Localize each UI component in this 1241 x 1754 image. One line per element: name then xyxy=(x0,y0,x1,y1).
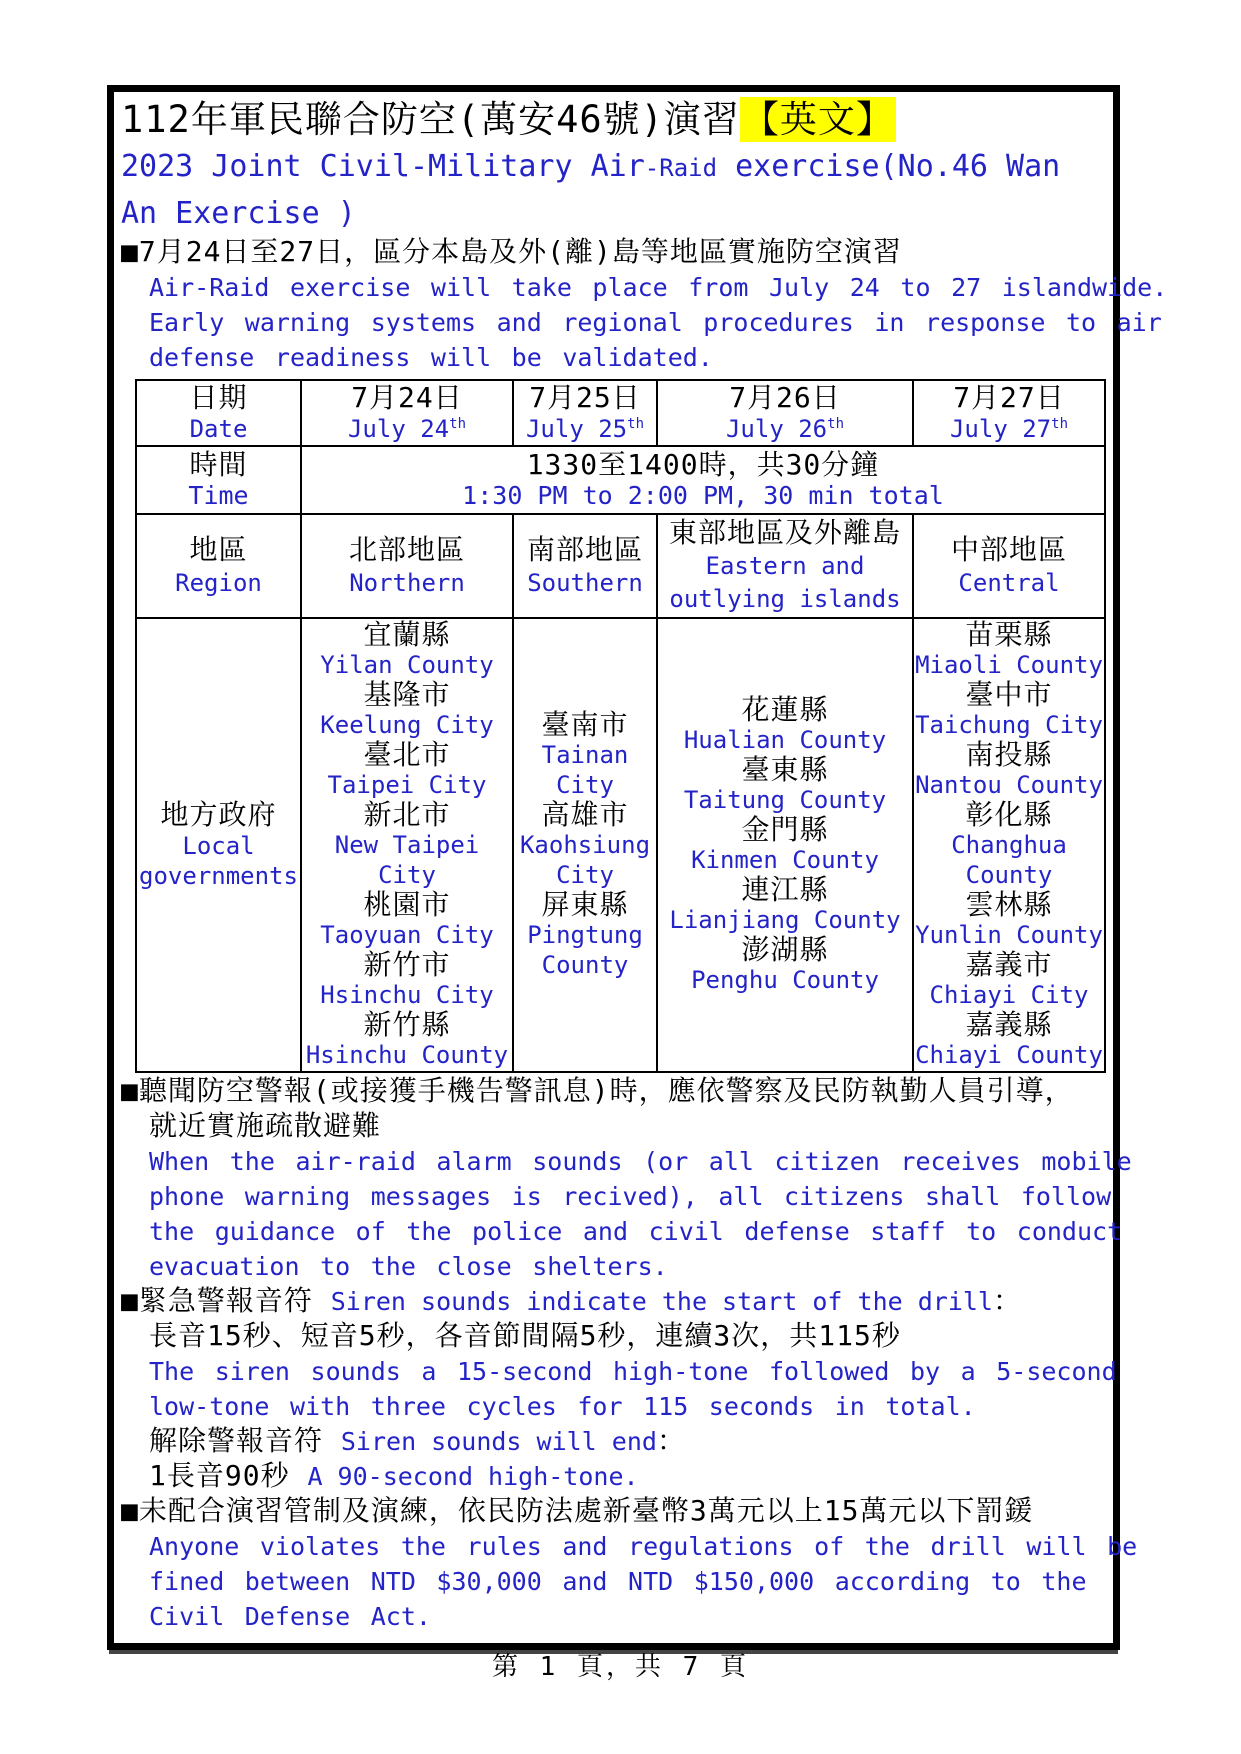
region-en: Southern xyxy=(527,568,643,597)
intro-line-zh xyxy=(121,236,1106,272)
date-cell-1 xyxy=(513,380,657,446)
date-cell-2 xyxy=(657,380,913,446)
region-row xyxy=(136,514,1105,618)
document-title-en xyxy=(121,144,1106,236)
gov-item xyxy=(914,740,1104,800)
zh-text: 就近實施疏散避難 xyxy=(149,1109,382,1142)
gov-zh: 新北市 xyxy=(363,798,451,831)
page-number: 第 1 頁，共 7 頁 xyxy=(492,1652,749,1682)
gov-item xyxy=(514,800,656,890)
gov-item xyxy=(914,800,1104,890)
gov-zh: 嘉義市 xyxy=(965,948,1053,981)
gov-zh: 苗栗縣 xyxy=(965,618,1053,651)
gov-item xyxy=(302,800,512,890)
ordinal-suffix: th xyxy=(827,416,844,432)
region-zh: 北部地區 xyxy=(348,532,465,566)
gov-item xyxy=(302,1010,512,1070)
en-text: Air-Raid exercise will take place from July 24 to 27 islandwide. xyxy=(149,273,1168,302)
zh-text: ： xyxy=(992,1284,1022,1317)
gov-zh: 嘉義縣 xyxy=(965,1008,1053,1041)
gov-item xyxy=(914,680,1104,740)
gov-cell-southern xyxy=(513,618,657,1072)
region-en: Central xyxy=(958,568,1060,597)
zh-text: 1長音90秒 xyxy=(149,1459,308,1492)
gov-cell-eastern xyxy=(657,618,913,1072)
gov-en: Changhua County xyxy=(951,831,1067,889)
date-row xyxy=(136,380,1105,446)
gov-item xyxy=(302,950,512,1010)
text-line xyxy=(121,1530,1138,1565)
gov-label-cell xyxy=(136,618,301,1072)
gov-en: Penghu County xyxy=(691,966,879,994)
text-line xyxy=(121,1215,1123,1250)
time-row xyxy=(136,446,1105,514)
label-zh: 日期 xyxy=(189,381,248,414)
gov-item xyxy=(658,755,912,815)
gov-item xyxy=(658,875,912,935)
region-label-cell xyxy=(136,514,301,618)
gov-item xyxy=(302,620,512,680)
gov-item xyxy=(302,740,512,800)
date-en xyxy=(914,414,1104,444)
gov-zh: 臺中市 xyxy=(965,678,1053,711)
text-line xyxy=(121,1285,1106,1320)
date-cell-0 xyxy=(301,380,513,446)
section-siren-sounds xyxy=(121,1284,1117,1495)
en-text: Civil Defense Act. xyxy=(149,1602,431,1631)
date-en xyxy=(514,414,656,444)
gov-zh: 雲林縣 xyxy=(965,888,1053,921)
region-cell-0 xyxy=(301,514,513,618)
title-en-line1 xyxy=(121,144,1106,191)
text-line xyxy=(121,1495,1106,1530)
title-en-line2 xyxy=(121,191,1106,236)
gov-item xyxy=(514,710,656,800)
date-label-cell xyxy=(136,380,301,446)
region-zh: 南部地區 xyxy=(526,532,643,566)
gov-zh: 臺北市 xyxy=(363,738,451,771)
gov-zh: 臺南市 xyxy=(541,708,629,741)
gov-en: Tainan City xyxy=(541,741,629,799)
en-text: fined between NTD $30,000 and NTD $150,000 according to the xyxy=(149,1567,1087,1596)
en-text: A 90-second high-tone. xyxy=(307,1462,639,1491)
zh-text: ■緊急警報音符 xyxy=(121,1284,331,1317)
time-label-cell xyxy=(136,446,301,514)
text-line xyxy=(121,1250,1106,1285)
gov-en: Taoyuan City xyxy=(320,921,494,949)
label-en: Local governments xyxy=(139,832,298,890)
en-text: Early warning systems and regional procedures in response to air xyxy=(149,308,1162,337)
gov-item xyxy=(658,695,912,755)
gov-zh: 高雄市 xyxy=(541,798,629,831)
region-cell-1 xyxy=(513,514,657,618)
text-line xyxy=(121,1565,1106,1600)
en-text: The siren sounds a 15-second high-tone followed by a 5-second xyxy=(149,1357,1117,1386)
gov-cell-northern xyxy=(301,618,513,1072)
exercise-schedule-table xyxy=(135,379,1106,1073)
gov-en: Kinmen County xyxy=(691,846,879,874)
text-line xyxy=(121,1075,1106,1110)
gov-cell-central xyxy=(913,618,1105,1072)
document-border-box xyxy=(107,85,1168,1650)
label-zh: 地方政府 xyxy=(160,798,277,831)
date-zh: 7月24日 xyxy=(351,381,463,414)
gov-zh: 臺東縣 xyxy=(741,753,829,786)
date-en xyxy=(658,414,912,444)
text-line xyxy=(121,1110,1106,1145)
ordinal-suffix: th xyxy=(449,416,466,432)
zh-text: 長音15秒、短音5秒，各音節間隔5秒，連續3次，共115秒 xyxy=(149,1319,901,1352)
region-zh: 中部地區 xyxy=(950,532,1067,566)
text-line xyxy=(121,1425,1106,1460)
gov-en: Hualian County xyxy=(683,726,887,754)
label-en: Date xyxy=(189,415,248,443)
zh-text: ： xyxy=(656,1424,686,1457)
text-line xyxy=(121,1390,1106,1425)
label-en: Time xyxy=(188,481,249,510)
text-line xyxy=(121,1145,1132,1180)
gov-item xyxy=(302,890,512,950)
text-line xyxy=(121,1320,1106,1355)
region-cell-2 xyxy=(657,514,913,618)
zh-text: ■7月24日至27日，區分本島及外(離)島等地區實施防空演習 xyxy=(121,235,902,268)
intro-line-en xyxy=(121,272,1168,307)
ordinal-suffix: th xyxy=(1051,416,1068,432)
section-alarm-guidance xyxy=(121,1074,1132,1285)
title-language-tag: 【英文】 xyxy=(741,98,894,141)
gov-item xyxy=(658,935,912,995)
gov-item xyxy=(514,890,656,980)
gov-en: New Taipei City xyxy=(334,831,480,889)
gov-en: Yunlin County xyxy=(915,921,1103,949)
title-en-line2-text: An Exercise ) xyxy=(121,196,356,231)
text-line xyxy=(121,1355,1117,1390)
gov-zh: 屏東縣 xyxy=(541,888,629,921)
gov-item xyxy=(302,680,512,740)
gov-item xyxy=(658,815,912,875)
date-en-text: July 24 xyxy=(347,415,450,443)
text-line xyxy=(121,1180,1112,1215)
gov-zh: 花蓮縣 xyxy=(741,693,829,726)
gov-en: Miaoli County xyxy=(915,651,1103,679)
date-en-text: July 27 xyxy=(949,415,1052,443)
en-text: When the air-raid alarm sounds (or all citizen receives mobile xyxy=(149,1147,1132,1176)
date-zh: 7月25日 xyxy=(529,381,641,414)
date-en-text: July 26 xyxy=(725,415,828,443)
date-en xyxy=(302,414,512,444)
gov-zh: 基隆市 xyxy=(363,678,451,711)
gov-en: Pingtung County xyxy=(527,921,643,979)
time-zh: 1330至1400時，共30分鐘 xyxy=(526,448,880,481)
gov-en: Keelung City xyxy=(320,711,494,739)
label-zh: 地區 xyxy=(189,532,248,566)
body-sections xyxy=(121,1074,1138,1635)
ordinal-suffix: th xyxy=(627,416,644,432)
gov-zh: 彰化縣 xyxy=(965,798,1053,831)
gov-zh: 金門縣 xyxy=(741,813,829,846)
en-text: the guidance of the police and civil defense staff to conduct xyxy=(149,1217,1123,1246)
label-en: Region xyxy=(175,568,262,597)
date-zh: 7月26日 xyxy=(729,381,841,414)
region-cell-3 xyxy=(913,514,1105,618)
gov-zh: 新竹縣 xyxy=(363,1008,451,1041)
gov-en: Lianjiang County xyxy=(669,906,901,934)
gov-en: Taitung County xyxy=(683,786,887,814)
title-zh-text: 112年軍民聯合防空(萬安46號)演習 xyxy=(121,98,740,141)
gov-zh: 南投縣 xyxy=(965,738,1053,771)
en-text: evacuation to the close shelters. xyxy=(149,1252,668,1281)
time-value-cell xyxy=(301,446,1105,514)
time-en: 1:30 PM to 2:00 PM, 30 min total xyxy=(462,481,944,510)
local-governments-row xyxy=(136,618,1105,1072)
gov-en: Kaohsiung City xyxy=(519,831,651,889)
gov-item xyxy=(914,1010,1104,1070)
gov-en: Yilan County xyxy=(320,651,494,679)
gov-en: Hsinchu City xyxy=(320,981,494,1009)
en-text: phone warning messages is recived), all citizens shall follow xyxy=(149,1182,1112,1211)
title-en-line1-post: exercise(No.46 Wan xyxy=(717,149,1061,184)
region-en: Eastern and outlying islands xyxy=(669,552,901,613)
title-en-line1-pre: 2023 Joint Civil-Military Air xyxy=(121,149,645,184)
region-en: Northern xyxy=(349,568,465,597)
gov-item xyxy=(914,890,1104,950)
en-text: defense readiness will be validated. xyxy=(149,343,713,372)
zh-text: ■聽聞防空警報(或接獲手機告警訊息)時，應依警察及民防執勤人員引導， xyxy=(121,1074,1074,1107)
gov-zh: 桃園市 xyxy=(363,888,451,921)
en-text: Anyone violates the rules and regulations of the drill will be xyxy=(149,1532,1138,1561)
en-text: Siren sounds indicate the start of the drill xyxy=(330,1287,993,1316)
date-cell-3 xyxy=(913,380,1105,446)
gov-item xyxy=(914,620,1104,680)
intro-line-en xyxy=(121,307,1162,342)
en-text: low-tone with three cycles for 115 seconds in total. xyxy=(149,1392,976,1421)
gov-zh: 宜蘭縣 xyxy=(363,618,451,651)
intro-paragraph xyxy=(121,235,1168,377)
zh-text: ■未配合演習管制及演練，依民防法處新臺幣3萬元以上15萬元以下罰鍰 xyxy=(121,1494,1034,1527)
en-text: Siren sounds will end xyxy=(340,1427,657,1456)
title-en-line1-small: -Raid xyxy=(644,154,718,182)
gov-zh: 連江縣 xyxy=(741,873,829,906)
intro-line-en xyxy=(121,342,1106,377)
gov-en: Nantou County xyxy=(915,771,1103,799)
gov-en: Chiayi City xyxy=(929,981,1089,1009)
label-zh: 時間 xyxy=(189,448,248,481)
text-line xyxy=(121,1600,1106,1635)
date-en-text: July 25 xyxy=(525,415,628,443)
text-line xyxy=(121,1460,1106,1495)
gov-en: Hsinchu County xyxy=(305,1041,509,1069)
zh-text: 解除警報音符 xyxy=(149,1424,341,1457)
gov-en: Chiayi County xyxy=(915,1041,1103,1069)
gov-en: Taichung City xyxy=(915,711,1103,739)
date-zh: 7月27日 xyxy=(953,381,1065,414)
gov-zh: 新竹市 xyxy=(363,948,451,981)
document-title-zh xyxy=(121,96,1106,144)
section-penalty xyxy=(121,1494,1138,1635)
gov-zh: 澎湖縣 xyxy=(741,933,829,966)
region-zh: 東部地區及外離島 xyxy=(668,516,901,549)
gov-en: Taipei City xyxy=(327,771,487,799)
gov-item xyxy=(914,950,1104,1010)
